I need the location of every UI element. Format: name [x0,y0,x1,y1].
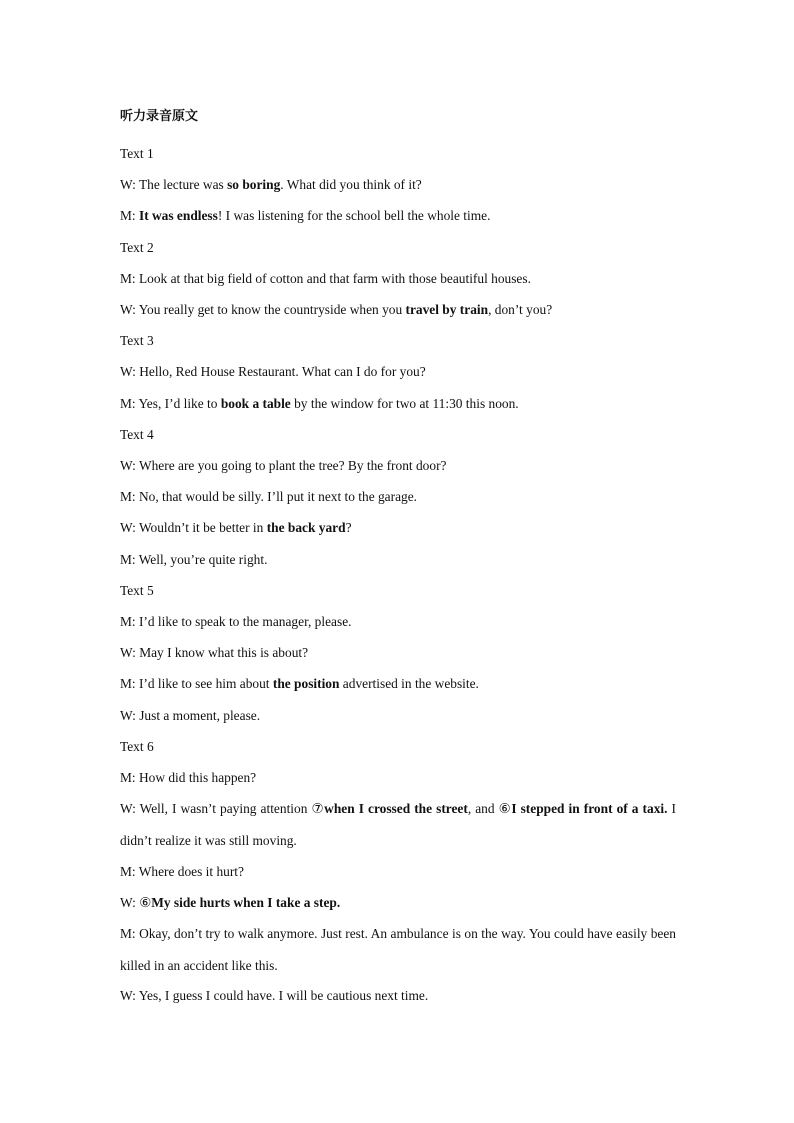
dialogue-line [120,395,519,413]
dialogue-line [120,551,267,569]
text-run: M: How did this happen? [120,770,257,785]
text-run: M: [120,208,139,224]
text-run: M: Yes, I’d like to [120,395,221,411]
section-heading [120,239,154,257]
bold-phrase: the position [272,676,340,692]
text-run: , don’t you? [488,302,553,317]
bold-phrase: I stepped in front of a taxi. [511,801,668,817]
text-run: W: Where are you going to plant the tree? By the front door? [120,458,447,473]
dialogue-line [120,769,256,787]
text-run: . What did you think of it? [280,177,422,193]
text-run: W: May I know what this is about? [120,645,309,661]
text-run: M: I’d like to speak to the manager, please. [120,614,352,629]
section-heading [120,426,154,444]
text-run: M: Where does it hurt? [120,863,244,879]
dialogue-line [120,457,446,475]
dialogue-line [120,675,479,693]
bold-phrase: when I crossed the street [324,801,468,817]
text-run: Text 5 [120,582,154,598]
text-run: W: Just a moment, please. [120,707,261,723]
section-heading [120,332,154,350]
bold-phrase: It was endless [138,208,218,224]
text-run: W: The lecture was [120,177,228,193]
bold-phrase: book a table [220,395,291,411]
text-run: W: Well, I wasn’t paying attention ⑦ [120,801,325,817]
section-heading [120,738,154,756]
dialogue-line [120,644,308,662]
dialogue-line [120,207,490,225]
text-run: Text 2 [120,239,154,255]
text-run: M: Look at that big field of cotton and that farm with those beautiful houses. [120,270,531,286]
text-run: W: Wouldn’t it be better in [120,520,267,536]
text-run: M: Well, you’re quite right. [120,551,268,567]
text-run: Text 3 [120,333,154,349]
dialogue-line [120,613,352,631]
text-run: I didn’t realize it was still moving. [120,801,676,848]
dialogue-line [120,301,552,319]
dialogue-line [120,793,676,856]
text-run: M: No, that would be silly. I’ll put it next to the garage. [120,489,418,505]
text-run: advertised in the website. [339,676,479,692]
bold-phrase: so boring [227,177,281,193]
bold-phrase: My side hurts when I take a step. [151,894,341,910]
bold-phrase: travel by train [405,302,489,317]
dialogue-line [120,488,417,506]
section-heading [120,145,154,163]
text-run: ? [345,520,352,536]
text-run: Text 4 [120,426,154,442]
text-run: Text 1 [120,146,154,161]
text-run: W: Yes, I guess I could have. I will be cautious next time. [120,988,429,1004]
text-run: ! I was listening for the school bell the whole time. [217,208,491,224]
dialogue-line [120,707,260,725]
dialogue-line [120,894,340,912]
dialogue-line [120,918,676,981]
bold-phrase: the back yard [266,520,346,536]
text-run: Text 6 [120,738,154,754]
dialogue-line [120,363,426,381]
text-run: W: Hello, Red House Restaurant. What can I do for you? [120,364,426,380]
text-run: , and ⑥ [467,801,512,817]
text-run: M: I’d like to see him about [120,676,273,692]
dialogue-line [120,863,244,881]
text-run: M: Okay, don’t try to walk anymore. Just rest. An ambulance is on the way. You could have easily been killed in an accident like this. [120,926,676,973]
dialogue-line [120,519,352,537]
text-run: W: ⑥ [120,894,152,910]
text-run: by the window for two at 11:30 this noon. [290,395,519,411]
dialogue-line [120,987,428,1005]
dialogue-line [120,270,531,288]
text-run: W: You really get to know the countryside when you [120,302,406,317]
document-title: 听力录音原文 [120,109,199,124]
dialogue-line [120,176,422,194]
section-heading [120,582,154,600]
